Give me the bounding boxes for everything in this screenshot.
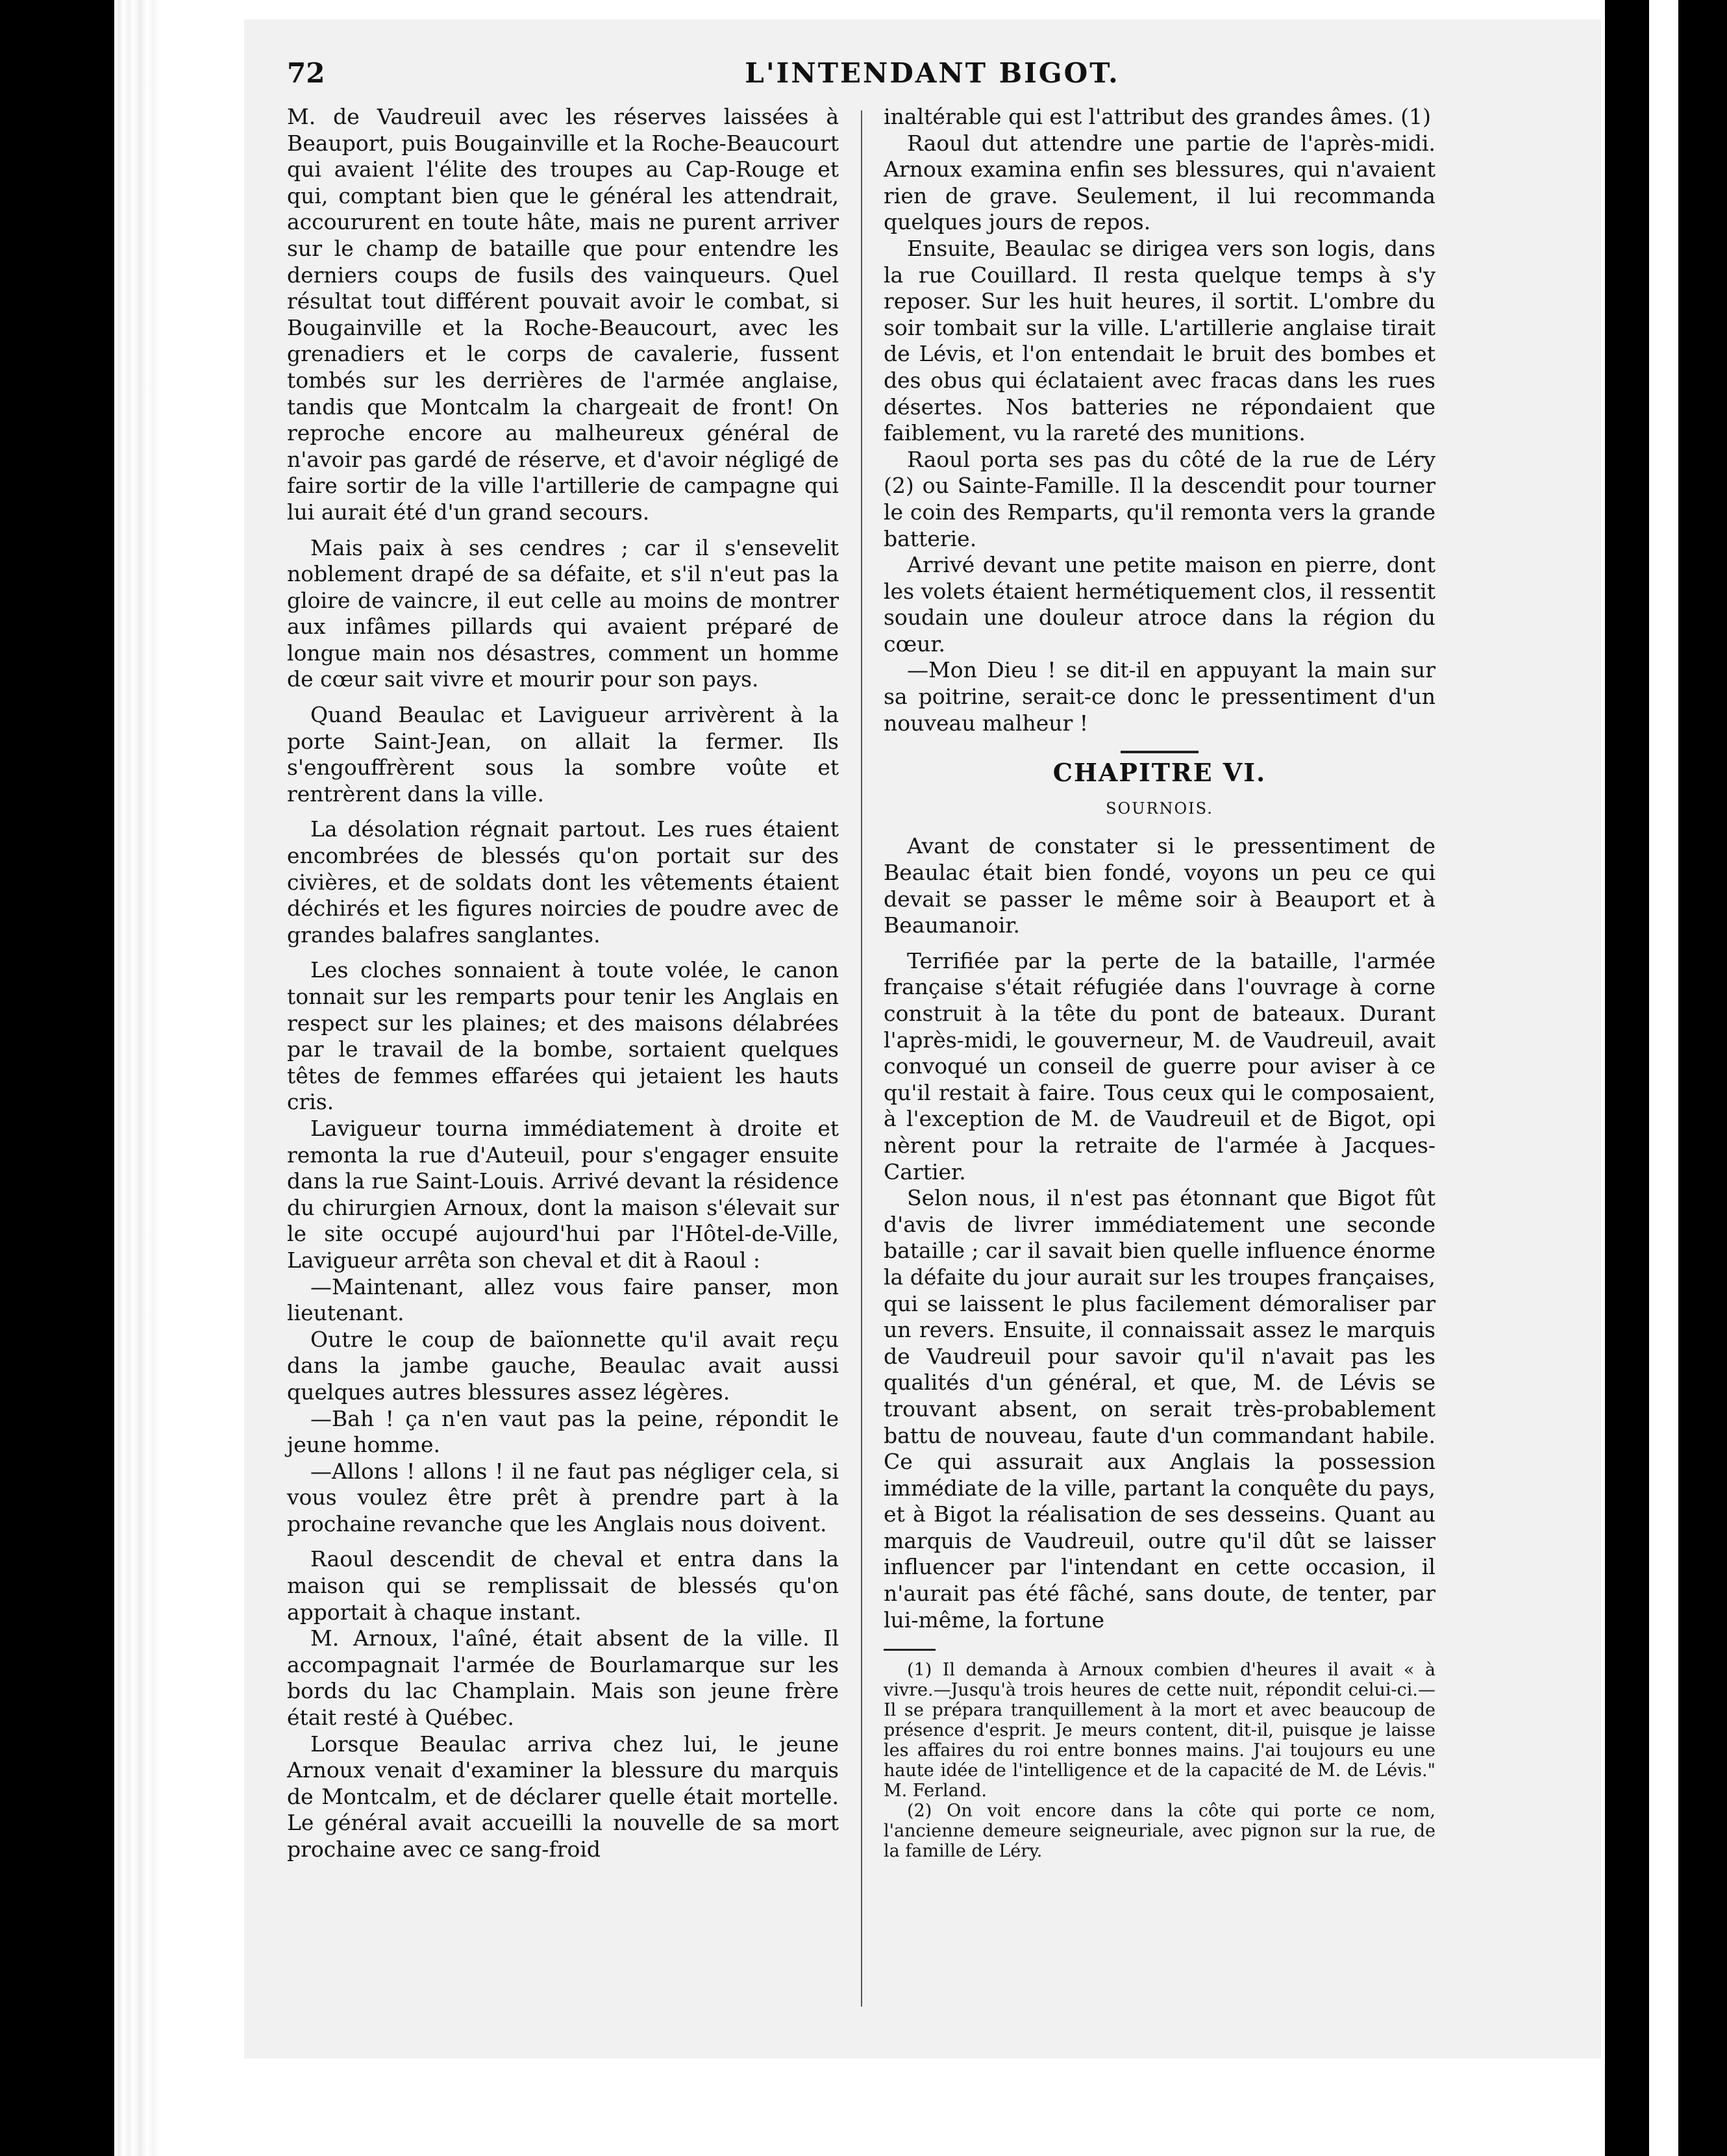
paragraph: —Maintenant, allez vous faire panser, mon lieutenant. — [287, 1273, 839, 1326]
paragraph: M. Arnoux, l'aîné, était absent de la ville. Il accompagnait l'armée de Bourlamarque sur les bords du lac Champlain. Mais son jeune frère était resté à Québec. — [287, 1625, 839, 1731]
book-page-edges — [114, 0, 160, 2156]
page-content — [244, 19, 1601, 2059]
paragraph: Lorsque Beaulac arriva chez lui, le jeune Arnoux venait d'examiner la blessure du marquis de Montcalm, et de déclarer quelle était mortelle. Le général avait accueilli la nouvelle de sa mort prochaine avec ce sang-froid — [287, 1731, 839, 1862]
paragraph: Arrivé devant une petite maison en pierre, dont les volets étaient hermétiquement clos, il ressentit soudain une douleur atroce dans la région du cœur. — [884, 552, 1435, 657]
footnote: (1) Il demanda à Arnoux combien d'heures il avait « à vivre.—Jusqu'à trois heures de cette nuit, répondit celui-ci.—Il se prépara tranquillement à la mort et avec beaucoup de présence d'esprit. Je meurs content, dit-il, puisque je laisse les affaires du roi entre bonnes mains. J'ai toujours eu une haute idée de l'intelligence et de la capacité de M. de Lévis." M. Ferland. — [884, 1660, 1435, 1801]
paragraph: —Allons ! allons ! il ne faut pas négliger cela, si vous voulez être prêt à prendre part à la prochaine revanche que les Anglais nous doivent. — [287, 1458, 839, 1536]
paragraph: Outre le coup de baïonnette qu'il avait reçu dans la jambe gauche, Beaulac avait aussi quelques autres blessures assez légères. — [287, 1326, 839, 1405]
paragraph: Avant de constater si le pressentiment de Beaulac était bien fondé, voyons un peu ce qui devait se passer le même soir à Beauport et à Beaumanoir. — [884, 833, 1435, 938]
chapter-rule — [1121, 751, 1199, 753]
column-divider — [861, 110, 862, 2007]
paragraph: —Bah ! ça n'en vaut pas la peine, répondit le jeune homme. — [287, 1405, 839, 1458]
footnote: (2) On voit encore dans la côte qui porte ce nom, l'ancienne demeure seigneuriale, avec pignon sur la rue, de la famille de Léry. — [884, 1801, 1435, 1862]
paragraph: Lavigueur tourna immédiatement à droite et remonta la rue d'Auteuil, pour s'engager ensuite dans la rue Saint-Louis. Arrivé devant la résidence du chirurgien Arnoux, dont la maison s'élevait sur le site occupé aujourd'hui par l'Hôtel-de-Ville, Lavigueur arrêta son cheval et dit à Raoul : — [287, 1115, 839, 1273]
right-column — [884, 104, 1435, 1861]
paragraph: Raoul dut attendre une partie de l'après-midi. Arnoux examina enfin ses blessures, qui n'avaient rien de grave. Seulement, il lui recommanda quelques jours de repos. — [884, 130, 1435, 235]
paragraph: Ensuite, Beaulac se dirigea vers son logis, dans la rue Couillard. Il resta quelque temps à s'y reposer. Sur les huit heures, il sortit. L'ombre du soir tombait sur la ville. L'artillerie anglaise tirait de Lévis, et l'on entendait le bruit des bombes et des obus qui éclataient avec fracas dans les rues désertes. Nos batteries ne répondaient que faiblement, vu la rareté des munitions. — [884, 235, 1435, 446]
page-number: 72 — [287, 57, 325, 89]
footnote-rule — [884, 1649, 936, 1651]
paragraph: Mais paix à ses cendres ; car il s'ensevelit noblement drapé de sa défaite, et s'il n'eut pas la gloire de vaincre, il eut celle au moins de montrer aux infâmes pillards qui avaient préparé de longue main nos désastres, comment un homme de cœur sait vivre et mourir pour son pays. — [287, 534, 839, 692]
chapter-subtitle: SOURNOIS. — [1106, 799, 1213, 818]
paragraph: Les cloches sonnaient à toute volée, le canon tonnait sur les remparts pour tenir les Anglais en respect sur les plaines; et des maisons délabrées par le travail de la bombe, sortaient quelques têtes de femmes effarées qui jetaient les hauts cris. — [287, 957, 839, 1115]
paragraph: Terrifiée par la perte de la bataille, l'armée française s'était réfugiée dans l'ouvrage à corne construit à la tête du pont de bateaux. Durant l'après-midi, le gouverneur, M. de Vaudreuil, avait convoqué un conseil de guerre pour aviser à ce qu'il restait à faire. Tous ceux qui le composaient, à l'exception de M. de Vaudreuil et de Bigot, opi nèrent pour la retraite de l'armée à Jacques-Cartier. — [884, 947, 1435, 1185]
next-page-edge — [1649, 0, 1678, 2156]
paragraph: Selon nous, il n'est pas étonnant que Bigot fût d'avis de livrer immédiatement une seconde bataille ; car il savait bien quelle influence énorme la défaite du jour aurait sur les troupes françaises, qui se laissent le plus facilement démoraliser par un revers. Ensuite, il connaissait assez le marquis de Vaudreuil pour savoir qu'il n'avait pas les qualités d'un général, et que, M. de Lévis se trouvant absent, on serait très-probablement battu de nouveau, faute d'un commandant habile. Ce qui assurait aux Anglais la possession immédiate de la ville, partant la conquête du pays, et à Bigot la réalisation de ses desseins. Quant au marquis de Vaudreuil, outre qu'il dût se laisser influencer par l'intendant en cette occasion, il n'aurait pas été fâché, sans doute, de tenter, par lui-même, la fortune — [884, 1185, 1435, 1633]
left-column — [287, 104, 839, 1863]
running-title: L'INTENDANT BIGOT. — [745, 57, 1120, 89]
paragraph: inaltérable qui est l'attribut des grandes âmes. (1) — [884, 104, 1432, 129]
paragraph: Raoul porta ses pas du côté de la rue de Léry (2) ou Sainte-Famille. Il la descendit pour tourner le coin des Remparts, qu'il remonta vers la grande batterie. — [884, 446, 1435, 551]
paragraph: Quand Beaulac et Lavigueur arrivèrent à la porte Saint-Jean, on allait la fermer. Ils s'engouffrèrent sous la sombre voûte et rentrèrent dans la ville. — [287, 702, 839, 807]
page-header — [244, 57, 1491, 103]
paragraph: M. de Vaudreuil avec les réserves laissées à Beauport, puis Bougainville et la Roche-Beaucourt qui avaient l'élite des troupes au Cap-Rouge et qui, comptant bien que le général les attendrait, accoururent en toute hâte, mais ne purent arriver sur le champ de bataille que pour entendre les derniers coups de fusils des vainqueurs. Quel résultat tout différent pouvait avoir le combat, si Bougainville et la Roche-Beaucourt, avec les grenadiers et le corps de cavalerie, fussent tombés sur les derrières de l'armée anglaise, tandis que Montcalm la chargeait de front! On reproche encore au malheureux général de n'avoir pas gardé de réserve, et d'avoir négligé de faire sortir de la ville l'artillerie de campagne qui lui aurait été d'un grand secours. — [287, 104, 839, 525]
paragraph: Raoul descendit de cheval et entra dans la maison qui se remplissait de blessés qu'on apportait à chaque instant. — [287, 1546, 839, 1625]
paragraph: —Mon Dieu ! se dit-il en appuyant la main sur sa poitrine, serait-ce donc le pressentiment d'un nouveau malheur ! — [884, 657, 1435, 736]
chapter-title: CHAPITRE VI. — [1052, 758, 1267, 788]
paragraph: La désolation régnait partout. Les rues étaient encombrées de blessés qu'on portait sur des civières, et de soldats dont les vêtements étaient déchirés et les figures noircies de poudre avec de grandes balafres sanglantes. — [287, 816, 839, 947]
